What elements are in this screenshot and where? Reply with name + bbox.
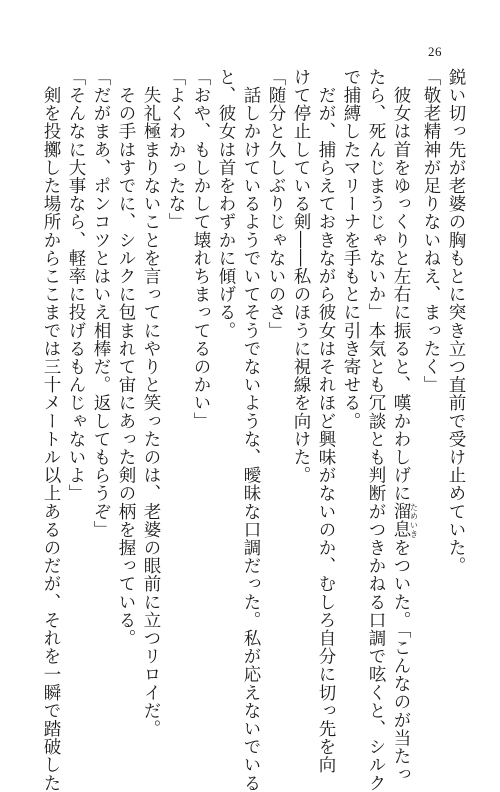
text-line: で捕縛したマリーナを手もとに引き寄せる。 bbox=[341, 68, 361, 430]
text-line: 「そんなに大事なら、軽率に投げるもんじゃないよ」 bbox=[66, 68, 86, 503]
text-line: 話しかけているようでいてそうでないような、曖昧な口調だった。私が応えないでいる bbox=[241, 68, 261, 792]
text-line: 「だがまあ、ポンコツとはいえ相棒だ。返してもらうぞ」 bbox=[91, 68, 111, 539]
text-line: その手はすでに、シルクに包まれて宙にあった剣の柄を握っている。 bbox=[116, 68, 136, 648]
vertical-text-body bbox=[28, 68, 468, 792]
text-line: と、彼女は首をわずかに傾げる。 bbox=[216, 68, 236, 340]
ruby-word: 溜息ためいき bbox=[391, 502, 419, 539]
text-line: たら、死んじまうじゃないか」本気とも冗談とも判断がつきかねる口調で呟くと、シルク bbox=[366, 68, 386, 792]
text-line: けて停止している剣――私のほうに視線を向けた。 bbox=[291, 68, 311, 485]
text-line: 鋭い切っ先が老婆の胸もとに突き立つ直前で受け止めていた。 bbox=[446, 68, 466, 575]
text-line: 失礼極まりないことを言ってにやりと笑ったのは、老婆の眼前に立つリロイだ。 bbox=[141, 68, 161, 738]
text-line: だが、捕らえておきながら彼女はそれほど興味がないのか、むしろ自分に切っ先を向 bbox=[316, 68, 336, 774]
text-line: 「おや、もしかして壊れちまってるのかい」 bbox=[191, 68, 211, 430]
text-fragment: をついた。「こんなのが当たっ bbox=[391, 538, 411, 784]
text-fragment: 彼女は首をゆっくりと左右に振ると、嘆かわしげに bbox=[391, 68, 411, 503]
ruby-reading: ためいき bbox=[409, 502, 419, 539]
text-line: 剣を投擲した場所からここまでは三十メートル以上あるのだが、それを一瞬で踏破した bbox=[41, 68, 61, 792]
text-line: 「随分と久しぶりじゃないのさ」 bbox=[266, 68, 286, 340]
page-number: 26 bbox=[428, 44, 442, 59]
text-line bbox=[388, 68, 419, 784]
text-line: 「敬老精神が足りないねえ、まったく」 bbox=[421, 68, 441, 394]
text-line: 「よくわかったな」 bbox=[166, 68, 186, 231]
